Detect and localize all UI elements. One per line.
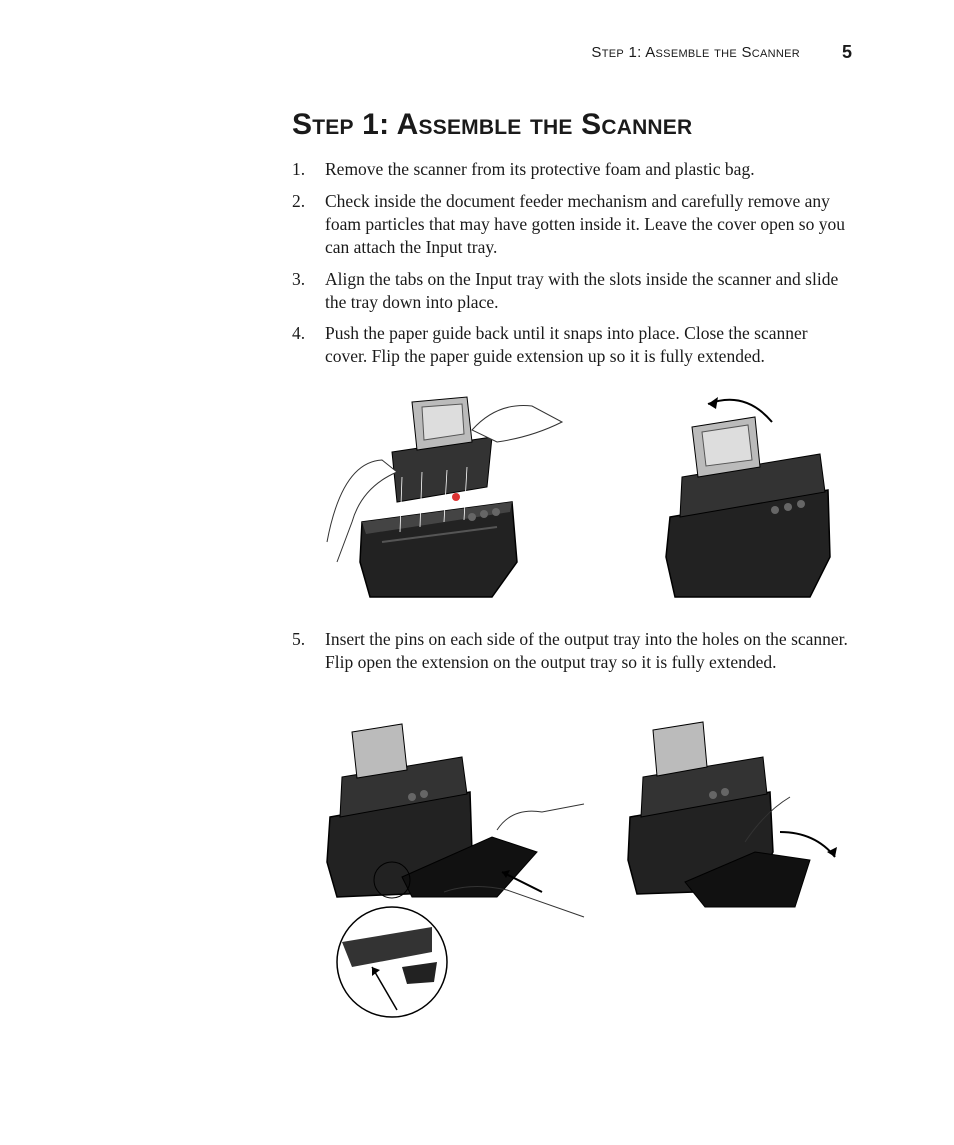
step-text: Remove the scanner from its protective foam and plastic bag. xyxy=(325,159,755,179)
scanner-illustration xyxy=(625,712,840,912)
scanner-illustration xyxy=(322,712,587,1022)
figure-output-tray-extension xyxy=(625,712,840,912)
step-text: Insert the pins on each side of the output tray into the holes on the scanner. Flip open the extension on the output tray so it is fully extended. xyxy=(325,629,848,672)
page-heading: Step 1: Assemble the Scanner xyxy=(292,108,693,141)
step-item-2 xyxy=(292,190,852,259)
step-item-1 xyxy=(292,158,852,181)
step-number: 2. xyxy=(292,191,306,211)
step-text: Check inside the document feeder mechanism and carefully remove any foam particles that may have gotten inside it. Leave the cover open so you can attach the Input tray. xyxy=(325,191,845,257)
step-number: 3. xyxy=(292,269,306,289)
page-number: 5 xyxy=(841,42,852,62)
step-item-3 xyxy=(292,268,852,314)
step-number: 5. xyxy=(292,629,306,649)
running-title: Step 1: Assemble the Scanner xyxy=(591,44,800,61)
scanner-illustration xyxy=(660,392,835,602)
step-item-4 xyxy=(292,322,852,368)
figure-output-tray-insert xyxy=(322,712,587,1022)
step-number: 4. xyxy=(292,323,306,343)
step-text: Align the tabs on the Input tray with the slots inside the scanner and slide the tray down into place. xyxy=(325,269,839,312)
figure-input-tray-attach xyxy=(322,392,572,604)
figure-paper-guide-extension xyxy=(660,392,835,602)
step-number: 1. xyxy=(292,159,306,179)
step-item-5 xyxy=(292,628,852,674)
step-text: Push the paper guide back until it snaps into place. Close the scanner cover. Flip the paper guide extension up so it is fully extended. xyxy=(325,323,808,366)
scanner-illustration xyxy=(322,392,572,604)
running-header xyxy=(560,42,852,64)
